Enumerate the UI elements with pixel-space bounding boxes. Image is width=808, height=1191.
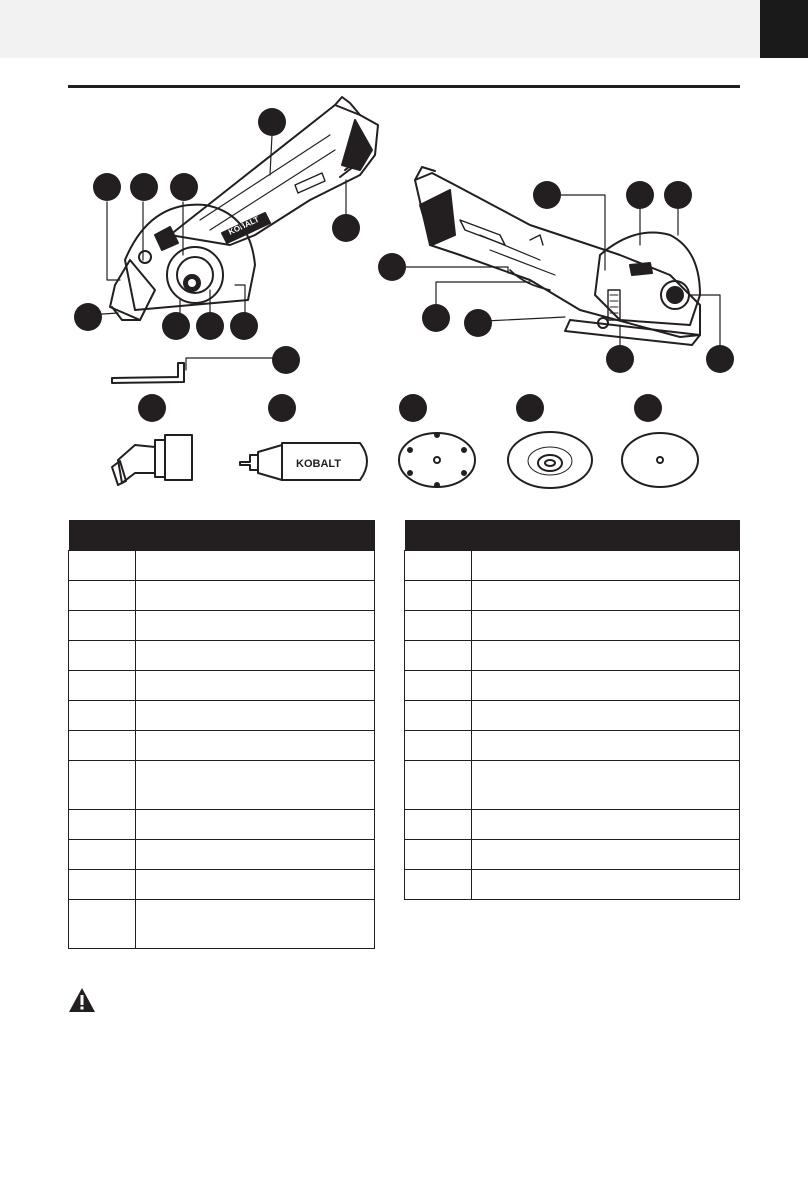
- table-row: [405, 551, 740, 581]
- header-band: [0, 0, 760, 58]
- part-cell: [69, 870, 136, 900]
- part-cell: [69, 641, 136, 671]
- column-header-part: [405, 520, 472, 551]
- cutting-disc-drawing: [622, 433, 698, 487]
- table-row: [69, 731, 375, 761]
- description-cell: [472, 761, 740, 810]
- description-cell: [136, 840, 375, 870]
- column-header-description: [136, 520, 375, 551]
- part-cell: [69, 581, 136, 611]
- left-brand-mark: KOBALT: [227, 214, 261, 237]
- description-cell: [136, 581, 375, 611]
- badges-accessories: [138, 394, 662, 422]
- part-cell: [405, 551, 472, 581]
- part-cell: [69, 840, 136, 870]
- part-cell: [69, 671, 136, 701]
- table-row: [69, 701, 375, 731]
- description-cell: [472, 701, 740, 731]
- column-header-description: [472, 520, 740, 551]
- table-row: [69, 810, 375, 840]
- description-cell: [136, 671, 375, 701]
- table-row: [69, 671, 375, 701]
- part-cell: [405, 731, 472, 761]
- table-row: [405, 810, 740, 840]
- badges-left: [74, 108, 360, 374]
- table-row: [405, 870, 740, 900]
- part-cell: [69, 551, 136, 581]
- dust-port-adapter-drawing: [112, 435, 192, 485]
- part-cell: [69, 900, 136, 949]
- left-saw-drawing: [110, 97, 378, 383]
- parts-table-right: [404, 520, 740, 900]
- table-row: [69, 900, 375, 949]
- part-cell: [405, 641, 472, 671]
- part-cell: [69, 761, 136, 810]
- part-cell: [405, 701, 472, 731]
- table-row: [405, 761, 740, 810]
- description-cell: [136, 761, 375, 810]
- description-cell: [472, 581, 740, 611]
- description-cell: [136, 870, 375, 900]
- column-header-part: [69, 520, 136, 551]
- part-cell: [405, 840, 472, 870]
- description-cell: [472, 641, 740, 671]
- table-row: [69, 581, 375, 611]
- description-cell: [472, 870, 740, 900]
- description-cell: [136, 731, 375, 761]
- product-illustration: [60, 95, 750, 500]
- table-row: [405, 731, 740, 761]
- warning-triangle-icon: [68, 987, 96, 1013]
- table-row: [69, 840, 375, 870]
- part-cell: [405, 870, 472, 900]
- description-cell: [472, 671, 740, 701]
- part-cell: [405, 611, 472, 641]
- description-cell: [136, 641, 375, 671]
- table-row: [69, 611, 375, 641]
- table-row: [69, 870, 375, 900]
- part-cell: [405, 810, 472, 840]
- section-divider: [68, 85, 740, 88]
- page-header-bar: [0, 0, 808, 58]
- description-cell: [136, 551, 375, 581]
- table-row: [405, 581, 740, 611]
- part-cell: [69, 810, 136, 840]
- part-cell: [69, 701, 136, 731]
- part-cell: [405, 581, 472, 611]
- description-cell: [472, 551, 740, 581]
- part-cell: [69, 731, 136, 761]
- description-cell: [136, 810, 375, 840]
- description-cell: [136, 701, 375, 731]
- table-row: [405, 671, 740, 701]
- table-row: [69, 761, 375, 810]
- description-cell: [472, 840, 740, 870]
- abrasive-wheel-drawing: [508, 432, 592, 488]
- description-cell: [136, 611, 375, 641]
- part-cell: [405, 671, 472, 701]
- parts-table-left: [68, 520, 375, 949]
- description-cell: [136, 900, 375, 949]
- description-cell: [472, 731, 740, 761]
- table-row: [405, 641, 740, 671]
- table-row: [405, 840, 740, 870]
- table-row: [405, 701, 740, 731]
- table-row: [69, 641, 375, 671]
- diamond-blade-drawing: [399, 433, 475, 487]
- header-tab: [760, 0, 808, 58]
- table-row: [69, 551, 375, 581]
- table-row: [405, 611, 740, 641]
- part-cell: [69, 611, 136, 641]
- part-cell: [405, 761, 472, 810]
- description-cell: [472, 810, 740, 840]
- handle-brand-mark: KOBALT: [296, 458, 342, 470]
- description-cell: [472, 611, 740, 641]
- auxiliary-handle-drawing: [240, 443, 367, 480]
